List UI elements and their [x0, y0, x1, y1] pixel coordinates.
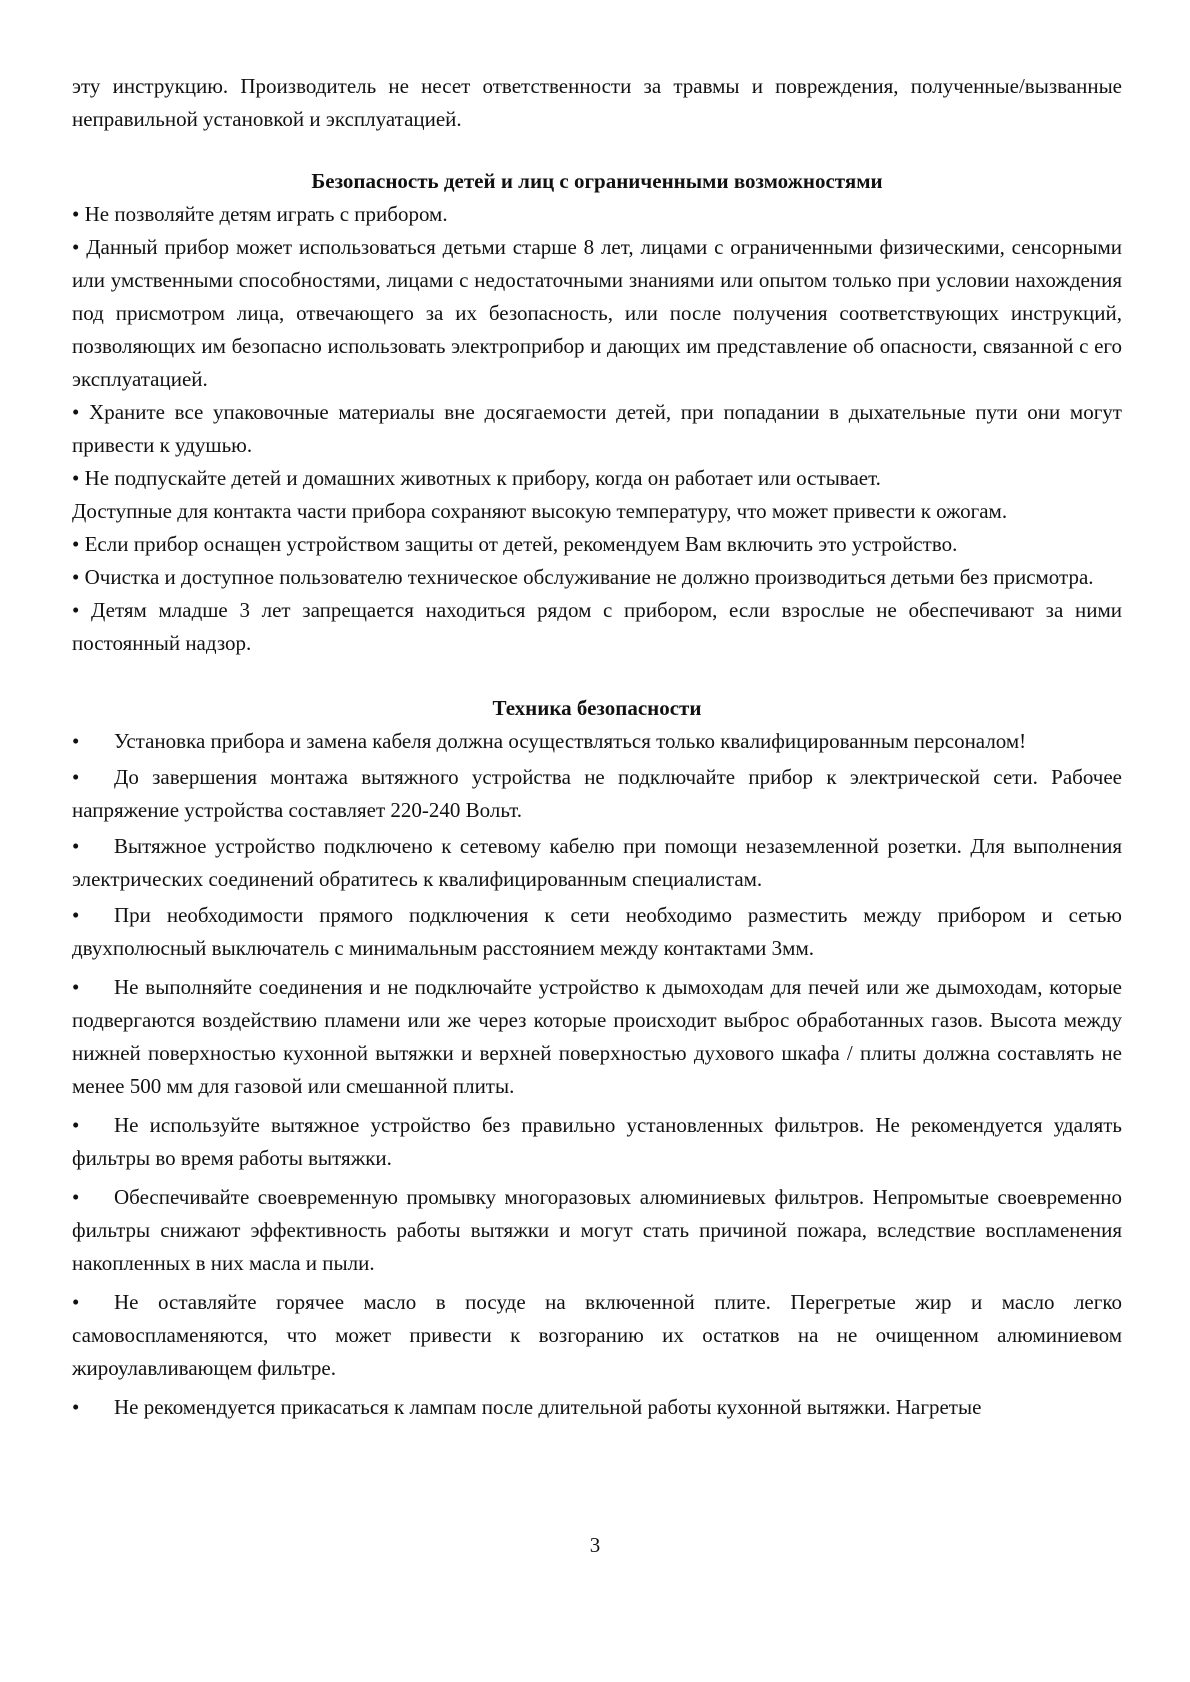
safety-item: [72, 1181, 1122, 1280]
children-safety-item: • Не позволяйте детям играть с прибором.: [72, 202, 448, 226]
safety-heading: Техника безопасности: [492, 696, 702, 720]
children-safety-item: • Если прибор оснащен устройством защиты от детей, рекомендуем Вам включить это устройство.: [72, 532, 958, 556]
bullet-icon: •: [72, 729, 80, 753]
safety-item-text: Установка прибора и замена кабеля должна осуществляться только квалифицированным персоналом!: [114, 729, 1027, 753]
children-safety-item: • Храните все упаковочные материалы вне досягаемости детей, при попадании в дыхательные пути они могут привести к удушью.: [72, 400, 1122, 457]
bullet-icon: •: [72, 903, 80, 927]
safety-item-text: Обеспечивайте своевременную промывку многоразовых алюминиевых фильтров. Непромытые своевременно фильтры снижают эффективность работы вытяжки и могут стать причиной пожара, вследствие воспламенения накопленных в них масла и пыли.: [72, 1185, 1122, 1275]
safety-item: [72, 1391, 1122, 1424]
safety-item: [72, 1286, 1122, 1385]
safety-item: [72, 1109, 1122, 1175]
bullet-icon: •: [72, 834, 80, 858]
safety-item-text: Не используйте вытяжное устройство без правильно установленных фильтров. Не рекомендуется удалять фильтры во время работы вытяжки.: [72, 1113, 1122, 1170]
safety-list: [72, 725, 1122, 1424]
bullet-icon: •: [72, 1113, 80, 1137]
safety-item-text: Не выполняйте соединения и не подключайте устройство к дымоходам для печей или же дымоходам, которые подвергаются воздействию пламени или же через которые происходит выброс обработанных газов. Высота между нижней поверхностью кухонной вытяжки и верхней поверхностью духового шкафа / плиты должна составлять не менее 500 мм для газовой или смешанной плиты.: [72, 975, 1122, 1098]
document-page: [72, 70, 1122, 1424]
bullet-icon: •: [72, 1185, 80, 1209]
safety-item-text: При необходимости прямого подключения к сети необходимо разместить между прибором и сетью двухполюсный выключатель с минимальным расстоянием между контактами 3мм.: [72, 903, 1122, 960]
safety-item-text: Не рекомендуется прикасаться к лампам после длительной работы кухонной вытяжки. Нагретые: [114, 1395, 982, 1419]
children-safety-item: • Не подпускайте детей и домашних животных к прибору, когда он работает или остывает.: [72, 466, 881, 490]
safety-item-text: Не оставляйте горячее масло в посуде на включенной плите. Перегретые жир и масло легко самовоспламеняются, что может привести к возгоранию их остатков на не очищенном алюминиевом жироулавливающем фильтре.: [72, 1290, 1122, 1380]
bullet-icon: •: [72, 975, 80, 999]
bullet-icon: •: [72, 1290, 80, 1314]
children-safety-item: Доступные для контакта части прибора сохраняют высокую температуру, что может привести к ожогам.: [72, 499, 1008, 523]
bullet-icon: •: [72, 765, 80, 789]
safety-item: [72, 899, 1122, 965]
safety-item: [72, 725, 1122, 758]
safety-item: [72, 971, 1122, 1103]
children-safety-item: • Очистка и доступное пользователю техническое обслуживание не должно производиться детьми без присмотра.: [72, 565, 1094, 589]
children-safety-heading: Безопасность детей и лиц с ограниченными возможностями: [311, 169, 883, 193]
children-safety-list: [72, 198, 1122, 660]
intro-paragraph: эту инструкцию. Производитель не несет ответственности за травмы и повреждения, полученные/вызванные неправильной установкой и эксплуатацией.: [72, 74, 1122, 131]
safety-item-text: Вытяжное устройство подключено к сетевому кабелю при помощи незаземленной розетки. Для выполнения электрических соединений обратитесь к квалифицированным специалистам.: [72, 834, 1122, 891]
children-safety-item: • Детям младше 3 лет запрещается находиться рядом с прибором, если взрослые не обеспечивают за ними постоянный надзор.: [72, 598, 1122, 655]
safety-item: [72, 830, 1122, 896]
page-number: 3: [589, 1533, 601, 1557]
safety-item-text: До завершения монтажа вытяжного устройства не подключайте прибор к электрической сети. Рабочее напряжение устройства составляет 220-240 Вольт.: [72, 765, 1122, 822]
safety-item: [72, 761, 1122, 827]
bullet-icon: •: [72, 1395, 80, 1419]
children-safety-item: • Данный прибор может использоваться детьми старше 8 лет, лицами с ограниченными физическими, сенсорными или умственными способностями, лицами с недостаточными знаниями или опытом только при условии нахождения под присмотром лица, отвечающего за их безопасность, или после получения соответствующих инструкций, позволяющих им безопасно использовать электроприбор и дающих им представление об опасности, связанной с его эксплуатацией.: [72, 235, 1122, 391]
